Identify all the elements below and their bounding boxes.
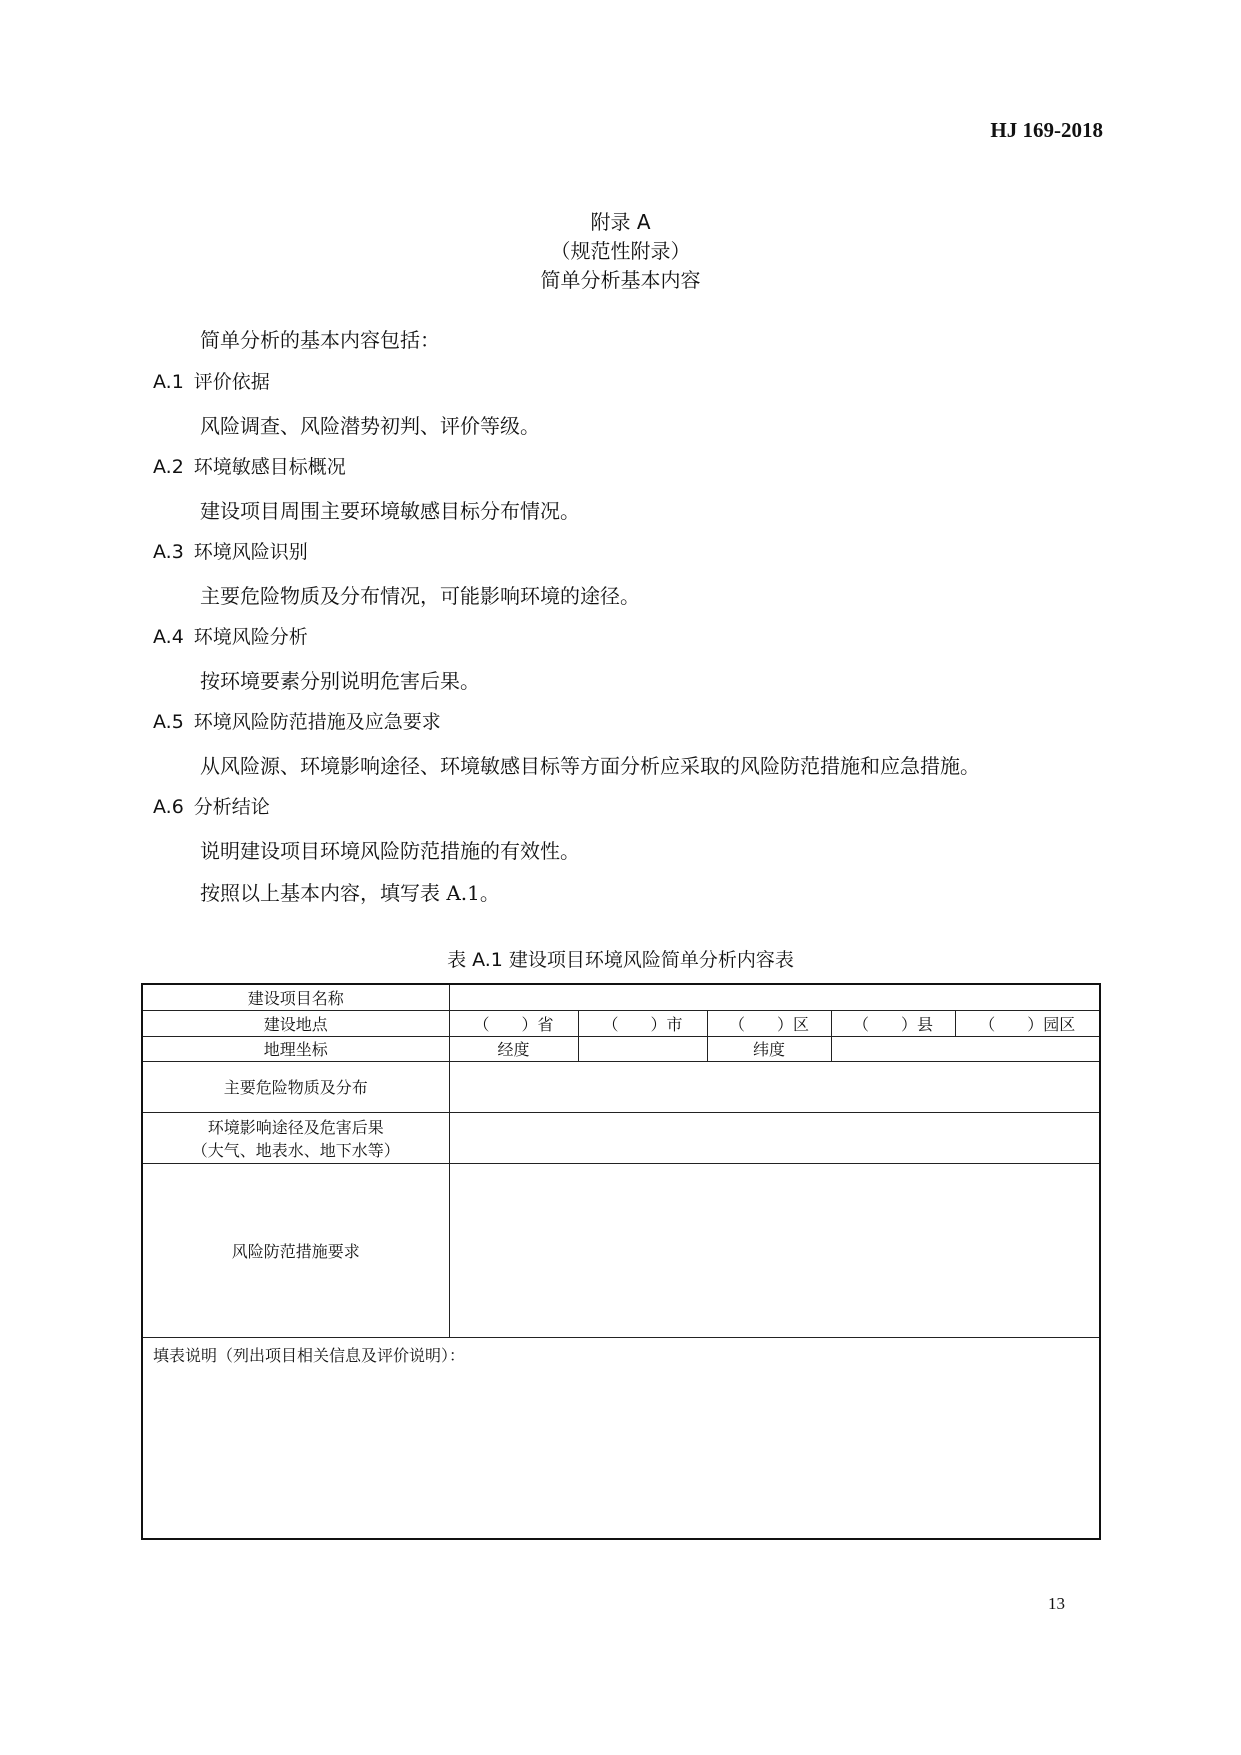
section-text-a2: 建设项目周围主要环境敏感目标分布情况。 [200, 499, 580, 523]
table-row [142, 984, 1100, 1010]
section-title: 分析结论 [193, 796, 270, 818]
location-park[interactable]: （ ）园区 [955, 1010, 1100, 1036]
appendix-type: （规范性附录） [550, 239, 691, 263]
risk-analysis-table [141, 983, 1101, 1540]
location-province[interactable]: （ ）省 [449, 1010, 578, 1036]
section-number: A.5 [153, 711, 184, 733]
table-row [142, 1337, 1100, 1539]
section-number: A.6 [153, 796, 184, 818]
section-title: 环境风险识别 [193, 541, 308, 563]
appendix-titles [0, 208, 1241, 295]
value-impact[interactable] [449, 1112, 1100, 1163]
location-county[interactable]: （ ）县 [831, 1010, 955, 1036]
label-hazards: 主要危险物质及分布 [142, 1061, 449, 1112]
section-number: A.2 [153, 456, 184, 478]
location-district[interactable]: （ ）区 [707, 1010, 831, 1036]
section-number: A.1 [153, 371, 184, 393]
section-text-a1: 风险调查、风险潜势初判、评价等级。 [200, 414, 540, 438]
section-text-a4: 按环境要素分别说明危害后果。 [200, 669, 480, 693]
intro-text: 简单分析的基本内容包括： [200, 328, 440, 352]
appendix-title: 附录 A [590, 210, 651, 234]
appendix-subtitle: 简单分析基本内容 [540, 268, 701, 292]
value-project-name[interactable] [449, 984, 1100, 1010]
label-measures: 风险防范措施要求 [142, 1163, 449, 1337]
table-row [142, 1061, 1100, 1112]
label-coords: 地理坐标 [142, 1036, 449, 1061]
section-heading-a2 [153, 452, 346, 479]
section-text-a6: 说明建设项目环境风险防范措施的有效性。 [200, 839, 580, 863]
label-project-name: 建设项目名称 [142, 984, 449, 1010]
section-text-a3: 主要危险物质及分布情况，可能影响环境的途径。 [200, 584, 640, 608]
standard-code: HJ 169-2018 [990, 118, 1103, 142]
table-row [142, 1010, 1100, 1036]
page-number: 13 [1048, 1594, 1065, 1613]
section-title: 环境敏感目标概况 [193, 456, 346, 478]
label-impact-line1: 环境影响途径及危害后果 [207, 1117, 384, 1137]
section-heading-a3 [153, 537, 308, 564]
table-row [142, 1036, 1100, 1061]
label-impact [142, 1112, 449, 1163]
table-row [142, 1163, 1100, 1337]
section-title: 环境风险防范措施及应急要求 [193, 711, 441, 733]
notes-label: 填表说明（列出项目相关信息及评价说明）： [153, 1345, 466, 1365]
section-heading-a4 [153, 622, 308, 649]
section-number: A.4 [153, 626, 184, 648]
label-longitude: 经度 [449, 1036, 578, 1061]
label-location: 建设地点 [142, 1010, 449, 1036]
value-hazards[interactable] [449, 1061, 1100, 1112]
section-number: A.3 [153, 541, 184, 563]
section-heading-a1 [153, 367, 270, 394]
notes-cell[interactable] [142, 1337, 1100, 1539]
section-text-a5: 从风险源、环境影响途径、环境敏感目标等方面分析应采取的风险防范措施和应急措施。 [200, 754, 980, 778]
table-caption: 表 A.1 建设项目环境风险简单分析内容表 [447, 949, 794, 971]
section-heading-a5 [153, 707, 441, 734]
value-latitude[interactable] [831, 1036, 1100, 1061]
value-measures[interactable] [449, 1163, 1100, 1337]
section-heading-a6 [153, 792, 270, 819]
table-row [142, 1112, 1100, 1163]
location-city[interactable]: （ ）市 [578, 1010, 707, 1036]
section-title: 评价依据 [193, 371, 270, 393]
value-longitude[interactable] [578, 1036, 707, 1061]
label-latitude: 纬度 [707, 1036, 831, 1061]
section-title: 环境风险分析 [193, 626, 308, 648]
label-impact-line2: （大气、地表水、地下水等） [191, 1140, 400, 1160]
closing-text: 按照以上基本内容，填写表 A.1。 [200, 881, 500, 905]
